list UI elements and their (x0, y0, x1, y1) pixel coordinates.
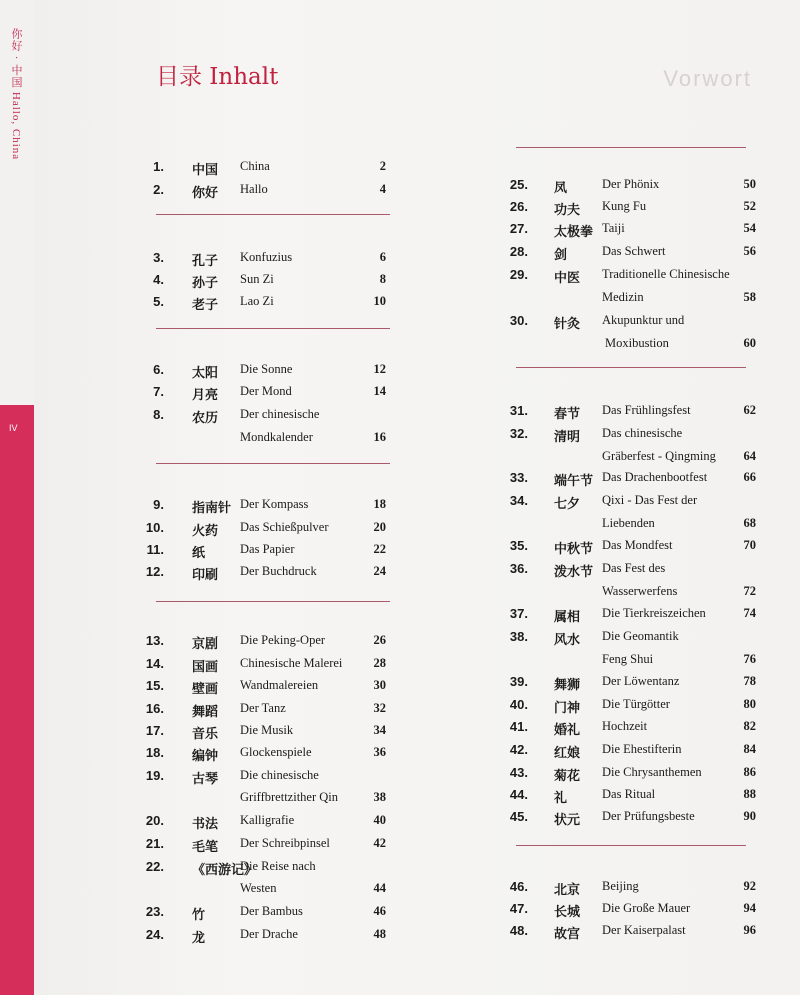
toc-entry-page: 62 (743, 403, 756, 417)
toc-entry-page: 52 (743, 199, 756, 213)
toc-entry-chinese: 指南针 (192, 501, 232, 516)
toc-entry-page: 84 (743, 742, 756, 756)
toc-entry-number: 45. (509, 809, 528, 824)
toc-entry-number: 18. (145, 745, 164, 760)
page-title: 目录 Inhalt (156, 64, 279, 90)
toc-entry-number: 31. (509, 403, 528, 418)
toc-entry-title: Die Geomantik (602, 629, 679, 643)
toc-entry-page: 20 (373, 520, 386, 534)
toc-entry-chinese: 月亮 (192, 388, 219, 403)
toc-entry-page: 38 (373, 790, 386, 804)
toc-entry-chinese: 纸 (192, 546, 206, 561)
toc-entry-title: Die Ehestifterin (602, 742, 682, 756)
toc-entry-page: 34 (373, 723, 386, 737)
toc-entry-title: Die Türgötter (602, 697, 670, 711)
toc-entry-number: 10. (145, 520, 164, 535)
toc-entry-chinese: 编钟 (192, 749, 219, 764)
toc-entry-number: 40. (509, 697, 528, 712)
toc-entry-number: 36. (509, 561, 528, 576)
toc-entry-page: 12 (373, 362, 386, 376)
toc-entry-title: Die Peking-Oper (240, 633, 326, 647)
toc-entry-number: 43. (509, 765, 528, 780)
toc-entry-chinese: 中秋节 (554, 542, 594, 557)
toc-entry-title: Kung Fu (602, 199, 647, 213)
toc-entry-title: Das Ritual (602, 787, 656, 801)
toc-entry-page: 18 (373, 497, 386, 511)
toc-entry-page: 90 (743, 809, 756, 823)
toc-entry-chinese: 太极拳 (554, 225, 594, 240)
toc-entry-chinese: 竹 (192, 908, 206, 923)
toc-entry-chinese: 书法 (192, 817, 219, 832)
toc-entry-number: 39. (509, 674, 528, 689)
toc-entry-page: 14 (373, 384, 386, 398)
toc-entry-page: 16 (373, 430, 386, 444)
toc-entry-page: 36 (373, 745, 386, 759)
toc-entry-title-continued: Liebenden (602, 516, 655, 530)
toc-entry-chinese: 红娘 (554, 746, 581, 761)
toc-entry-title-continued: Mondkalender (240, 430, 313, 444)
toc-entry-title: Hochzeit (602, 719, 648, 733)
toc-entry-title-continued: Wasserwerfens (602, 584, 678, 598)
section-divider (516, 147, 746, 148)
toc-entry-page: 48 (373, 927, 386, 941)
toc-entry-number: 20. (145, 813, 164, 828)
toc-entry-title: Beijing (602, 879, 639, 893)
toc-entry-page: 60 (743, 336, 756, 350)
toc-entry-page: 94 (743, 901, 756, 915)
toc-entry-title: Der Phönix (602, 177, 660, 191)
toc-entry-number: 17. (145, 723, 164, 738)
toc-entry-chinese: 七夕 (554, 497, 581, 512)
toc-entry-page: 44 (373, 881, 386, 895)
section-divider (156, 214, 390, 215)
toc-entry-number: 7. (153, 384, 164, 399)
toc-entry-page: 66 (743, 470, 756, 484)
toc-entry-number: 12. (145, 564, 164, 579)
toc-entry-number: 4. (153, 272, 164, 287)
toc-entry-chinese: 状元 (554, 813, 581, 828)
toc-entry-number: 32. (509, 426, 528, 441)
toc-entry-number: 14. (145, 656, 164, 671)
toc-entry-chinese: 孙子 (192, 276, 219, 291)
toc-entry-chinese: 你好 (192, 186, 219, 201)
toc-entry-number: 33. (509, 470, 528, 485)
toc-entry-number: 23. (145, 904, 164, 919)
toc-entry-chinese: 舞狮 (554, 678, 581, 693)
toc-entry-title: Sun Zi (240, 272, 274, 286)
toc-entry-chinese: 功夫 (554, 203, 581, 218)
toc-entry-page: 70 (743, 538, 756, 552)
toc-entry-chinese: 北京 (554, 883, 581, 898)
toc-entry-number: 11. (146, 542, 164, 557)
toc-entry-number: 46. (509, 879, 528, 894)
toc-entry-number: 13. (145, 633, 164, 648)
toc-entry-number: 24. (145, 927, 164, 942)
toc-entry-page: 54 (743, 221, 756, 235)
toc-entry-title: Der Buchdruck (240, 564, 317, 578)
toc-entry-title: Der Löwentanz (602, 674, 680, 688)
toc-entry-title-continued: Griffbrettzither Qin (240, 790, 338, 804)
toc-entry-page: 42 (373, 836, 386, 850)
toc-entry-title: Die Tierkreiszeichen (602, 606, 706, 620)
toc-entry-number: 9. (153, 497, 164, 512)
toc-entry-chinese: 《西游记》 (192, 863, 258, 878)
toc-entry-page: 26 (373, 633, 386, 647)
toc-entry-title: Der Tanz (240, 701, 286, 715)
toc-entry-page: 76 (743, 652, 756, 666)
toc-entry-number: 15. (145, 678, 164, 693)
toc-entry-chinese: 中医 (554, 271, 581, 286)
toc-entry-chinese: 礼 (554, 791, 568, 806)
toc-entry-chinese: 针灸 (554, 317, 581, 332)
toc-entry-chinese: 老子 (192, 298, 219, 313)
toc-entry-title: Der chinesische (240, 407, 320, 421)
toc-entry-page: 2 (379, 159, 386, 173)
toc-entry-number: 47. (509, 901, 528, 916)
section-divider (156, 463, 390, 464)
toc-entry-number: 6. (153, 362, 164, 377)
toc-entry-title: Die Reise nach (240, 859, 316, 873)
toc-entry-chinese: 太阳 (192, 366, 219, 381)
toc-entry-chinese: 凤 (554, 181, 568, 196)
toc-entry-title-continued: Feng Shui (602, 652, 654, 666)
toc-entry-number: 21. (145, 836, 164, 851)
toc-entry-number: 2. (153, 182, 164, 197)
toc-entry-page: 32 (373, 701, 386, 715)
toc-entry-number: 29. (509, 267, 528, 282)
toc-entry-title: Akupunktur und (602, 313, 685, 327)
section-divider (516, 845, 746, 846)
toc-entry-page: 28 (373, 656, 386, 670)
toc-entry-page: 30 (373, 678, 386, 692)
toc-entry-page: 58 (743, 290, 756, 304)
toc-entry-page: 50 (743, 177, 756, 191)
toc-entry-chinese: 印刷 (192, 568, 219, 583)
toc-entry-number: 44. (509, 787, 528, 802)
toc-entry-chinese: 龙 (192, 931, 206, 946)
toc-entry-number: 22. (145, 859, 164, 874)
toc-entry-number: 48. (509, 923, 528, 938)
toc-entry-page: 86 (743, 765, 756, 779)
toc-entry-title: Der Schreibpinsel (240, 836, 330, 850)
toc-entry-page: 8 (379, 272, 386, 286)
toc-entry-title: Glockenspiele (240, 745, 312, 759)
toc-entry-chinese: 故宫 (554, 927, 581, 942)
toc-entry-chinese: 国画 (192, 660, 219, 675)
toc-entry-chinese: 孔子 (192, 254, 219, 269)
toc-entry-page: 80 (743, 697, 756, 711)
toc-entry-title: Das Schwert (602, 244, 666, 258)
spine-accent-bar (0, 405, 34, 995)
toc-entry-number: 19. (145, 768, 164, 783)
toc-entry-title: Der Bambus (240, 904, 303, 918)
toc-entry-title: Hallo (240, 182, 268, 196)
toc-entry-chinese: 风水 (554, 633, 581, 648)
bleed-through-text: Vorwort (663, 66, 752, 91)
toc-entry-chinese: 农历 (192, 411, 219, 426)
toc-entry-chinese: 毛笔 (192, 840, 219, 855)
toc-entry-chinese: 门神 (554, 701, 581, 716)
toc-entry-chinese: 火药 (192, 524, 219, 539)
toc-entry-number: 27. (509, 221, 528, 236)
toc-entry-number: 1. (153, 159, 164, 174)
toc-entry-title: Der Prüfungsbeste (602, 809, 695, 823)
toc-entry-title-continued: Medizin (602, 290, 644, 304)
toc-entry-page: 92 (743, 879, 756, 893)
toc-entry-number: 41. (509, 719, 528, 734)
spine-label: 你好 · 中国 Hallo, China (10, 28, 22, 161)
toc-entry-number: 38. (509, 629, 528, 644)
toc-entry-number: 16. (145, 701, 164, 716)
toc-entry-title-continued: Gräberfest - Qingming (602, 449, 716, 463)
section-divider (156, 601, 390, 602)
toc-entry-title: Der Mond (240, 384, 292, 398)
toc-entry-number: 25. (509, 177, 528, 192)
toc-entry-chinese: 泼水节 (554, 565, 594, 580)
section-divider (516, 367, 746, 368)
toc-entry-chinese: 属相 (554, 610, 581, 625)
toc-entry-page: 96 (743, 923, 756, 937)
page-number: IV (9, 423, 18, 433)
toc-entry-page: 56 (743, 244, 756, 258)
toc-entry-title-continued: Moxibustion (605, 336, 669, 350)
toc-entry-title: Wandmalereien (240, 678, 319, 692)
toc-entry-title: Das Papier (240, 542, 295, 556)
toc-entry-title: Traditionelle Chinesische (602, 267, 730, 281)
toc-entry-title: Chinesische Malerei (240, 656, 343, 670)
toc-entry-title: Die Chrysanthemen (602, 765, 702, 779)
toc-entry-chinese: 京剧 (192, 637, 219, 652)
toc-entry-number: 35. (509, 538, 528, 553)
toc-entry-title: Das Schießpulver (240, 520, 329, 534)
toc-entry-number: 26. (509, 199, 528, 214)
toc-entry-chinese: 剑 (554, 248, 568, 263)
toc-entry-page: 64 (743, 449, 756, 463)
toc-entry-page: 82 (743, 719, 756, 733)
toc-entry-title: Taiji (602, 221, 625, 235)
toc-entry-number: 30. (509, 313, 528, 328)
toc-entry-page: 4 (379, 182, 386, 196)
section-divider (156, 328, 390, 329)
toc-entry-chinese: 长城 (554, 905, 581, 920)
toc-entry-title: Der Drache (240, 927, 298, 941)
toc-entry-title-continued: Westen (240, 881, 277, 895)
toc-entry-title: Der Kaiserpalast (602, 923, 686, 937)
toc-entry-number: 28. (509, 244, 528, 259)
toc-entry-title: Das chinesische (602, 426, 683, 440)
toc-entry-chinese: 菊花 (554, 769, 581, 784)
toc-entry-title: Der Kompass (240, 497, 309, 511)
toc-entry-title: Die Sonne (240, 362, 293, 376)
toc-entry-page: 88 (743, 787, 756, 801)
toc-entry-page: 72 (743, 584, 756, 598)
toc-entry-title: Qixi - Das Fest der (602, 493, 698, 507)
toc-entry-page: 22 (373, 542, 386, 556)
toc-entry-page: 46 (373, 904, 386, 918)
toc-entry-chinese: 中国 (192, 163, 219, 178)
toc-entry-page: 74 (743, 606, 756, 620)
toc-entry-number: 8. (153, 407, 164, 422)
toc-entry-page: 6 (379, 250, 386, 264)
toc-entry-title: Die Musik (240, 723, 294, 737)
toc-entry-page: 10 (373, 294, 386, 308)
toc-entry-chinese: 春节 (554, 407, 581, 422)
toc-entry-title: Die chinesische (240, 768, 319, 782)
toc-entry-title: Das Drachenbootfest (602, 470, 708, 484)
toc-entry-chinese: 清明 (554, 430, 581, 445)
toc-entry-chinese: 古琴 (192, 772, 219, 787)
toc-entry-page: 78 (743, 674, 756, 688)
toc-entry-title: Konfuzius (240, 250, 293, 264)
toc-entry-page: 24 (373, 564, 386, 578)
toc-entry-chinese: 音乐 (192, 727, 219, 742)
toc-entry-number: 34. (509, 493, 528, 508)
toc-entry-title: China (240, 159, 270, 173)
toc-entry-title: Lao Zi (240, 294, 274, 308)
toc-entry-number: 37. (509, 606, 528, 621)
toc-entry-chinese: 婚礼 (554, 723, 581, 738)
toc-entry-title: Das Mondfest (602, 538, 673, 552)
toc-entry-title: Kalligrafie (240, 813, 295, 827)
toc-entry-number: 3. (153, 250, 164, 265)
toc-entry-chinese: 舞蹈 (192, 705, 219, 720)
toc-entry-page: 40 (373, 813, 386, 827)
toc-entry-number: 5. (153, 294, 164, 309)
toc-entry-title: Die Große Mauer (602, 901, 691, 915)
toc-entry-chinese: 端午节 (554, 474, 594, 489)
toc-entry-number: 42. (509, 742, 528, 757)
toc-entry-title: Das Fest des (602, 561, 666, 575)
toc-entry-chinese: 壁画 (192, 682, 219, 697)
toc-entry-page: 68 (743, 516, 756, 530)
toc-entry-title: Das Frühlingsfest (602, 403, 691, 417)
